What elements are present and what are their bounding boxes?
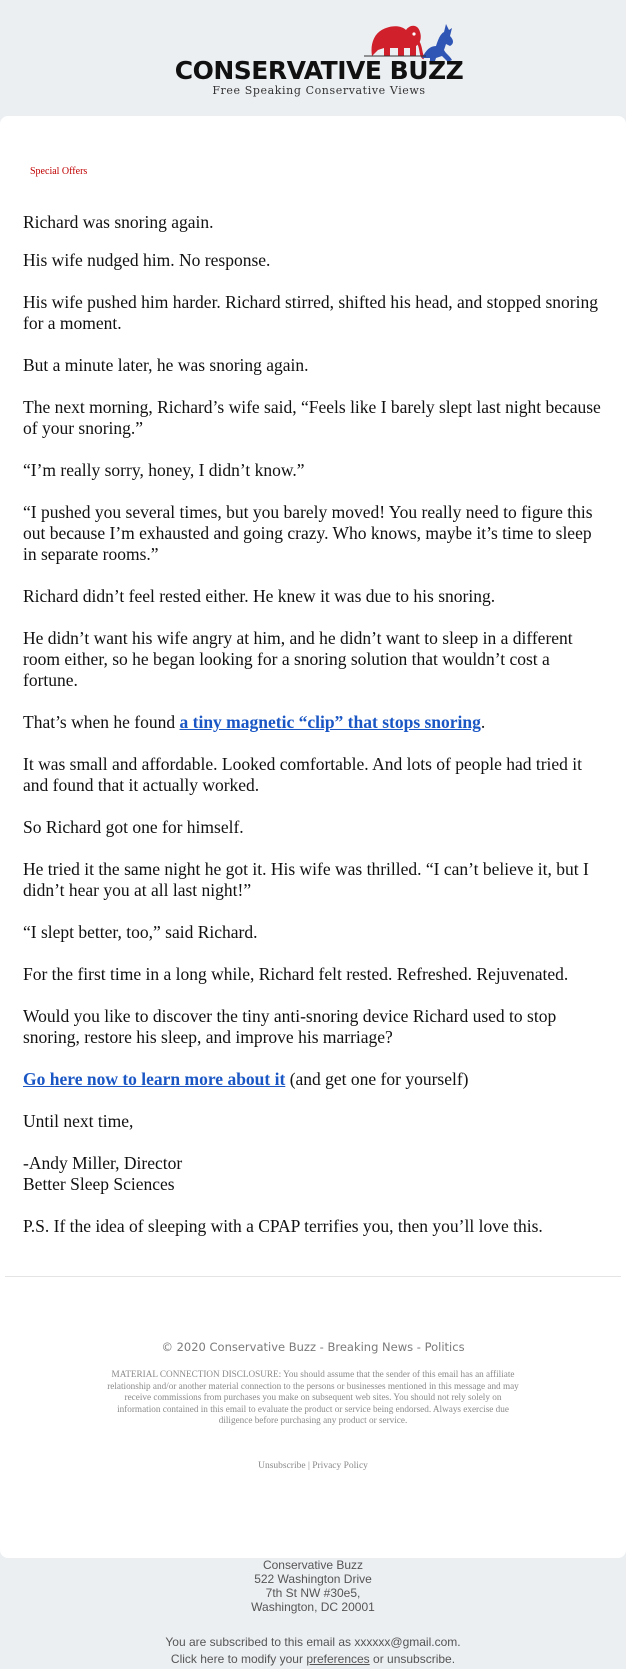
material-disclosure: MATERIAL CONNECTION DISCLOSURE: You should assume that the sender of this email has an affiliate relationship and/or another material connection to the persons or businesses mentioned in this message and may receive commissions from purchases you make on subsequent web sites. You should not rely solely on information contained in this email to evaluate the product or service being endorsed. Always exercise due diligence before purchasing any product or service.	[107, 1369, 519, 1425]
modify-preferences-text	[0, 1651, 626, 1668]
paragraph: The next morning, Richard’s wife said, “Feels like I barely slept last night because of your snoring.”	[23, 397, 601, 438]
logo-subtitle: Free Speaking Conservative Views	[212, 84, 426, 97]
address-line: 7th St NW #30e5,	[265, 1586, 361, 1600]
elephant-icon	[372, 26, 424, 58]
address-line: Conservative Buzz	[262, 1558, 364, 1572]
paragraph: So Richard got one for himself.	[23, 817, 244, 837]
paragraph: “I slept better, too,” said Richard.	[23, 922, 258, 942]
paragraph-text: Click here to modify your	[170, 1652, 307, 1666]
paragraph: Would you like to discover the tiny anti-snoring device Richard used to stop snoring, restore his sleep, and improve his marriage?	[23, 1006, 557, 1047]
paragraph: Richard was snoring again.	[23, 212, 214, 232]
paragraph-text: or unsubscribe.	[369, 1652, 456, 1666]
magnetic-clip-link[interactable]: a tiny magnetic “clip” that stops snoring	[179, 712, 481, 732]
footer-links	[0, 1461, 626, 1471]
paragraph: Richard didn’t feel rested either. He knew it was due to his snoring.	[23, 586, 496, 606]
paragraph	[23, 712, 603, 733]
logo-title: CONSERVATIVE BUZZ	[174, 56, 464, 85]
address-line: Washington, DC 20001	[251, 1600, 375, 1614]
paragraph: “I’m really sorry, honey, I didn’t know.”	[23, 460, 305, 480]
mailing-address	[0, 1558, 626, 1614]
link-separator: |	[305, 1461, 313, 1471]
copyright: © 2020 Conservative Buzz - Breaking News - Politics	[161, 1340, 465, 1354]
paragraph: He tried it the same night he got it. His wife was thrilled. “I can’t believe it, but I didn’t hear you at all last night!”	[23, 859, 589, 900]
paragraph: For the first time in a long while, Richard felt rested. Refreshed. Rejuvenated.	[23, 964, 569, 984]
paragraph	[23, 1069, 603, 1090]
special-offers-link[interactable]: Special Offers	[30, 166, 88, 177]
paragraph: His wife nudged him. No response.	[23, 250, 271, 270]
paragraph: “I pushed you several times, but you barely moved! You really need to figure this out because I’m exhausted and going crazy. Who knows, maybe it’s time to sleep in separate rooms.”	[23, 502, 593, 564]
divider	[5, 1276, 621, 1277]
signature-name: -Andy Miller, Director	[23, 1153, 183, 1173]
signature-org: Better Sleep Sciences	[23, 1174, 175, 1194]
paragraph: But a minute later, he was snoring again.	[23, 355, 309, 375]
preferences-link[interactable]: preferences	[306, 1652, 370, 1666]
subscribed-email-text: You are subscribed to this email as xxxxxx@gmail.com.	[165, 1635, 461, 1649]
unsubscribe-link[interactable]: Unsubscribe	[258, 1461, 306, 1471]
paragraph: His wife pushed him harder. Richard stirred, shifted his head, and stopped snoring for a moment.	[23, 292, 598, 333]
postscript: P.S. If the idea of sleeping with a CPAP terrifies you, then you’ll love this.	[23, 1216, 543, 1236]
email-body-card	[0, 116, 626, 1558]
conservative-buzz-logo[interactable]	[174, 18, 464, 98]
paragraph-text: .	[480, 712, 486, 732]
paragraph-text: (and get one for yourself)	[285, 1069, 469, 1089]
article-body	[23, 212, 603, 1237]
paragraph: He didn’t want his wife angry at him, and he didn’t want to sleep in a different room either, so he began looking for a snoring solution that wouldn’t cost a fortune.	[23, 628, 573, 690]
paragraph-text: That’s when he found	[23, 712, 180, 732]
paragraph: It was small and affordable. Looked comfortable. And lots of people had tried it and found that it actually worked.	[23, 754, 583, 795]
subscription-notice	[0, 1634, 626, 1668]
paragraph: Until next time,	[23, 1111, 134, 1131]
privacy-policy-link[interactable]: Privacy Policy	[312, 1461, 368, 1471]
address-line: 522 Washington Drive	[254, 1572, 372, 1586]
email-header	[0, 0, 626, 116]
learn-more-link[interactable]: Go here now to learn more about it	[23, 1069, 286, 1089]
